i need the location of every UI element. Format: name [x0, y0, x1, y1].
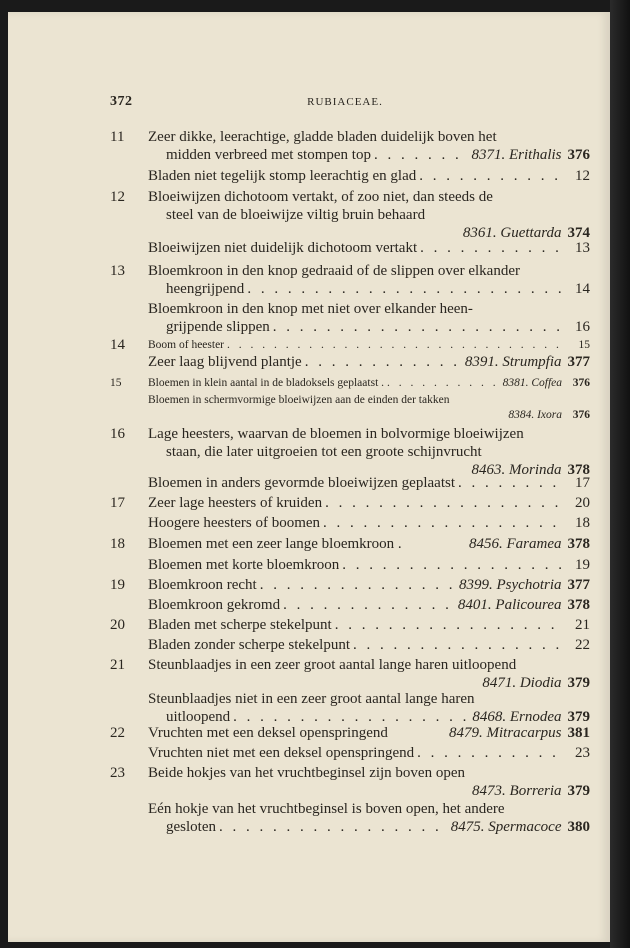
genus-reference: 8468. Ernodea [472, 709, 562, 725]
entry-text: Steunblaadjes niet in een zeer groot aantal lange haren [148, 691, 475, 707]
couplet-number: 23 [110, 765, 125, 781]
entry-text: Bloeiwijzen niet duidelijk dichotoom vertakt [148, 240, 418, 256]
goto-couplet: 18 [575, 515, 590, 531]
goto-couplet: 15 [578, 339, 590, 351]
genus-reference: 8399. Psychotria [459, 577, 562, 593]
couplet-number: 19 [110, 577, 125, 593]
entry-text: Bloemkroon gekromd [148, 597, 281, 613]
couplet-number: 14 [110, 337, 125, 353]
entry-text: Bloemen in klein aantal in de bladoksels geplaatst . [148, 377, 385, 389]
page-reference: 380 [567, 819, 590, 835]
goto-couplet: 21 [575, 617, 590, 633]
page-reference: 381 [567, 725, 590, 741]
couplet-number: 20 [110, 617, 125, 633]
couplet-number: 13 [110, 263, 125, 279]
goto-couplet: 12 [575, 168, 590, 184]
entry-text: Vruchten met een deksel openspringend [148, 725, 388, 741]
goto-couplet: 14 [575, 281, 590, 297]
page-reference: 376 [572, 409, 590, 421]
entry-text: Zeer dikke, leerachtige, gladde bladen duidelijk boven het [148, 129, 497, 145]
page-reference: 379 [567, 675, 590, 691]
couplet-number: 18 [110, 536, 125, 552]
genus-reference: 8479. Mitracarpus [449, 725, 562, 741]
entry-text: steel van de bloeiwijze viltig bruin behaard [166, 207, 426, 223]
entry-text: Bladen met scherpe stekelpunt [148, 617, 332, 633]
leader-dots [387, 376, 500, 391]
leader-dots [353, 636, 565, 654]
genus-reference: 8371. Erithalis [471, 147, 562, 163]
entry-text: Bloemen met een zeer lange bloemkroon . [148, 536, 402, 552]
leader-dots [417, 744, 565, 762]
genus-reference: 8463. Morinda [471, 462, 562, 478]
entry-text: grijpende slippen [166, 319, 270, 335]
goto-couplet: 23 [575, 745, 590, 761]
leader-dots [305, 353, 462, 371]
entry-text: Bladen niet tegelijk stomp leerachtig en glad [148, 168, 417, 184]
entry-text: Eén hokje van het vruchtbeginsel is boven open, het andere [148, 801, 505, 817]
entry-text: Bloemen in schermvormige bloeiwijzen aan de einden der takken [148, 394, 450, 406]
page-reference: 376 [567, 147, 590, 163]
leader-dots [374, 146, 469, 164]
goto-couplet: 16 [575, 319, 590, 335]
genus-reference: 8401. Palicourea [457, 597, 562, 613]
entry-text: gesloten [166, 819, 216, 835]
leader-dots [323, 514, 565, 532]
genus-reference: 8456. Faramea [469, 536, 562, 552]
entry-text: Bloeiwijzen dichotoom vertakt, of zoo niet, dan steeds de [148, 189, 493, 205]
leader-dots [260, 576, 456, 594]
page-reference: 374 [567, 225, 590, 241]
entry-text: midden verbreed met stompen top [166, 147, 371, 163]
page-reference: 376 [572, 377, 590, 389]
page-reference: 377 [567, 577, 590, 593]
entry-text: Zeer laag blijvend plantje [148, 354, 302, 370]
entry-text: Lage heesters, waarvan de bloemen in bolvormige bloeiwijzen [148, 426, 524, 442]
genus-reference: 8473. Borreria [472, 783, 562, 799]
goto-couplet: 17 [575, 475, 590, 491]
entry-text: Bloemkroon in den knop met niet over elkander heen- [148, 301, 473, 317]
page-reference: 378 [567, 536, 590, 552]
leader-dots [227, 338, 565, 353]
genus-reference: 8475. Spermacoce [450, 819, 562, 835]
goto-couplet: 19 [575, 557, 590, 573]
couplet-number: 15 [110, 377, 122, 389]
leader-dots [283, 596, 455, 614]
entry-text: Steunblaadjes in een zeer groot aantal lange haren uitloopend [148, 657, 517, 673]
entry-text: Zeer lage heesters of kruiden [148, 495, 323, 511]
page-reference: 378 [567, 597, 590, 613]
couplet-number: 16 [110, 426, 125, 442]
leader-dots [419, 167, 565, 185]
leader-dots [420, 239, 565, 257]
goto-couplet: 13 [575, 240, 590, 256]
leader-dots [325, 494, 565, 512]
genus-reference: 8381. Coffea [502, 377, 562, 389]
goto-couplet: 22 [575, 637, 590, 653]
entry-text: Hoogere heesters of boomen [148, 515, 321, 531]
entry-text: Bloemen met korte bloemkroon [148, 557, 340, 573]
entry-text: Vruchten niet met een deksel openspringend [148, 745, 415, 761]
entry-text: Bladen zonder scherpe stekelpunt [148, 637, 351, 653]
couplet-number: 17 [110, 495, 125, 511]
leader-dots [342, 556, 565, 574]
page-reference: 379 [567, 709, 590, 725]
running-title: RUBIACEAE. [307, 96, 383, 108]
entry-text: Boom of heester [148, 339, 225, 351]
leader-dots [273, 318, 565, 336]
leader-dots [247, 280, 565, 298]
leader-dots [458, 474, 565, 492]
leader-dots [335, 616, 565, 634]
genus-reference: 8471. Diodia [482, 675, 562, 691]
entry-text: Beide hokjes van het vruchtbeginsel zijn boven open [148, 765, 465, 781]
couplet-number: 11 [110, 129, 125, 145]
page-reference: 379 [567, 783, 590, 799]
goto-couplet: 20 [575, 495, 590, 511]
genus-reference: 8384. Ixora [508, 409, 562, 421]
leader-dots [219, 818, 448, 836]
couplet-number: 22 [110, 725, 125, 741]
entry-text: Bloemkroon in den knop gedraaid of de slippen over elkander [148, 263, 520, 279]
couplet-number: 21 [110, 657, 125, 673]
entry-text: heengrijpend [166, 281, 245, 297]
entry-text: staan, die later uitgroeien tot een groote schijnvrucht [166, 444, 482, 460]
entry-text: Bloemen in anders gevormde bloeiwijzen geplaatst [148, 475, 455, 491]
genus-reference: 8391. Strumpfia [464, 354, 562, 370]
page-reference: 378 [567, 462, 590, 478]
genus-reference: 8361. Guettarda [462, 225, 562, 241]
page-number: 372 [110, 94, 133, 109]
couplet-number: 12 [110, 189, 125, 205]
entry-text: uitloopend [166, 709, 231, 725]
page-reference: 377 [567, 354, 590, 370]
entry-text: Bloemkroon recht [148, 577, 257, 593]
